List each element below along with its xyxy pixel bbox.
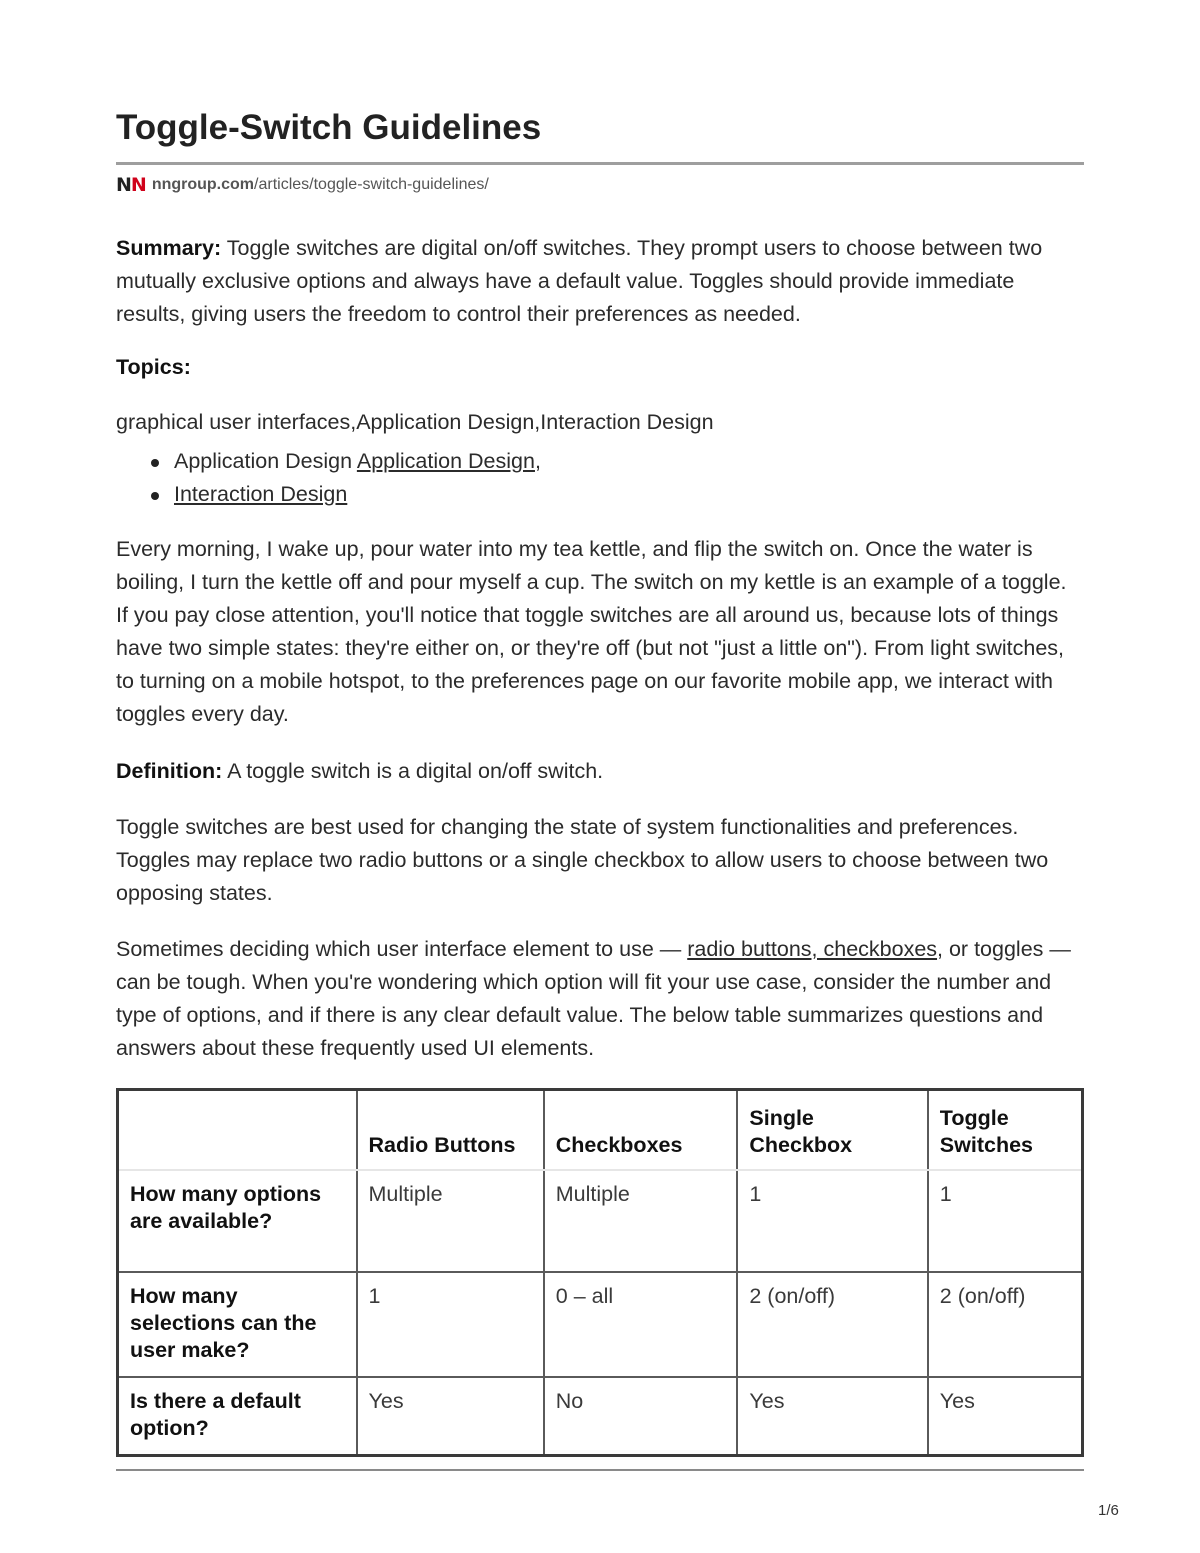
table-header-cell: Radio Buttons (357, 1090, 544, 1171)
table-cell: 2 (on/off) (737, 1272, 927, 1377)
table-header-cell (118, 1090, 357, 1171)
table-cell: No (544, 1377, 738, 1456)
row-question: Is there a default option? (118, 1377, 357, 1456)
source-path: /articles/toggle-switch-guidelines/ (254, 176, 489, 193)
title-divider (116, 162, 1084, 165)
row-question: How many selections can the user make? (118, 1272, 357, 1377)
definition-label: Definition: (116, 759, 223, 783)
table-cell: 1 (737, 1170, 927, 1272)
table-cell: Yes (928, 1377, 1083, 1456)
table-cell: 1 (357, 1272, 544, 1377)
table-row (118, 1170, 1083, 1272)
table-row (118, 1377, 1083, 1456)
topic-link-interaction-design[interactable]: Interaction Design (174, 482, 348, 506)
radio-checkbox-link[interactable]: radio buttons, checkboxes (687, 937, 938, 961)
source-line (116, 174, 489, 196)
intro-paragraph: Every morning, I wake up, pour water into my tea kettle, and flip the switch on. Once the water is boiling, I turn the kettle off and pour myself a cup. The switch on my kettle is an example of a toggle. If you pay close attention, you'll notice that toggle switches are all around us, because lots of things have two simple states: they're either on, or they're off (but not "just a little on"). From light switches, to turning on a mobile hotspot, to the preferences page on our favorite mobile app, we interact with toggles every day. (116, 537, 1067, 726)
definition-paragraph (116, 755, 1084, 788)
table-cell: 0 – all (544, 1272, 738, 1377)
summary-text: Toggle switches are digital on/off switches. They prompt users to choose between two mutually exclusive options and always have a default value. Toggles should provide immediate results, giving users the freedom to control their preferences as needed. (116, 236, 1043, 326)
table-cell: Yes (737, 1377, 927, 1456)
table-cell: Multiple (544, 1170, 738, 1272)
footer-divider (116, 1469, 1084, 1471)
topics-label: Topics: (116, 355, 191, 379)
page-number: 1/6 (1098, 1502, 1119, 1519)
usage-paragraph: Toggle switches are best used for changing the state of system functionalities and preferences. Toggles may replace two radio buttons or a single checkbox to allow users to choose between two opposing states. (116, 815, 1049, 905)
comparison-paragraph: Sometimes deciding which user interface element to use — radio buttons, checkboxes, or toggles — can be tough. When you're wondering which option will fit your use case, consider the number and type of options, and if there is any clear default value. The below table summarizes questions and answers about these frequently used UI elements. (116, 937, 1071, 1060)
page-title: Toggle-Switch Guidelines (116, 108, 542, 147)
topics-list-text: graphical user interfaces,Application Design,Interaction Design (116, 410, 714, 434)
nn-logo-icon: N N (116, 174, 146, 196)
table-header-cell: Toggle Switches (928, 1090, 1083, 1171)
row-question: How many options are available? (118, 1170, 357, 1272)
topic-link-application-design[interactable]: Application Design (356, 449, 535, 473)
table-header-cell: Checkboxes (544, 1090, 738, 1171)
table-cell: Yes (357, 1377, 544, 1456)
table-cell: 2 (on/off) (928, 1272, 1083, 1377)
table-row (118, 1272, 1083, 1377)
table-header-cell: Single Checkbox (737, 1090, 927, 1171)
table-cell: Multiple (357, 1170, 544, 1272)
topics-bullet-list (116, 445, 541, 511)
summary-paragraph (116, 232, 1084, 331)
table-header-row (118, 1090, 1083, 1171)
comparison-table (116, 1088, 1084, 1457)
table-cell: 1 (928, 1170, 1083, 1272)
definition-text: A toggle switch is a digital on/off switch. (222, 759, 604, 783)
list-item (116, 478, 541, 511)
source-domain: nngroup.com (151, 176, 255, 193)
list-item: Application Design Application Design, (116, 445, 541, 478)
summary-label: Summary: (116, 236, 222, 260)
